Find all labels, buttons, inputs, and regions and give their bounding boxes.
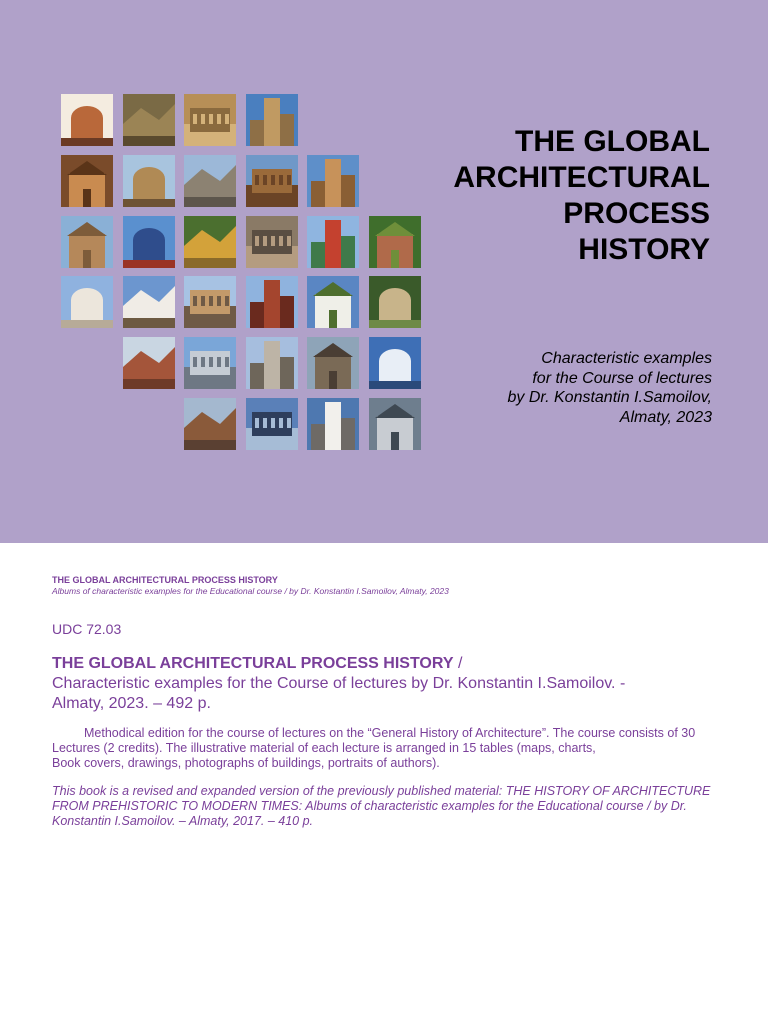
bib-line: Characteristic examples for the Course of lectures by Dr. Konstantin I.Samoilov. - <box>52 675 626 692</box>
fallingwater-photo <box>369 276 421 328</box>
domed-mausoleum-photo <box>61 216 113 268</box>
cover-title-line: PROCESS <box>563 197 710 230</box>
book-covers-photo <box>61 94 113 146</box>
bib-line: Almaty, 2023. – 492 p. <box>52 695 211 712</box>
cover-subtitle-line: for the Course of lectures <box>532 369 712 387</box>
bib-slash: / <box>453 655 463 672</box>
brick-modern-building-photo <box>123 337 175 389</box>
revision-note-line: This book is a revised and expanded version of the previously published material: THE HISTORY OF ARCHITECTURE <box>52 784 711 798</box>
city-rooftops-photo <box>246 216 298 268</box>
temple-pylon-photo <box>246 94 298 146</box>
gothic-cathedral-photo <box>184 155 236 207</box>
st-basil-cathedral-photo <box>307 216 359 268</box>
cover-title <box>380 124 710 268</box>
cover-subtitle <box>382 349 712 427</box>
revision-note-line: FROM PREHISTORIC TO MODERN TIMES: Albums of characteristic examples for the Educational course / by Dr. <box>52 799 687 813</box>
description-line: Lectures (2 credits). The illustrative material of each lecture is arranged in 15 tables (maps, charts, <box>52 741 596 755</box>
running-header-title: THE GLOBAL ARCHITECTURAL PROCESS HISTORY <box>52 575 278 585</box>
ancient-site-aerial-photo <box>184 94 236 146</box>
golden-stupa-photo <box>184 216 236 268</box>
cover-subtitle-line: Characteristic examples <box>541 350 712 367</box>
red-brick-church-photo <box>246 276 298 328</box>
stone-ruins-photo <box>123 94 175 146</box>
cover-subtitle-line: Almaty, 2023 <box>619 408 712 426</box>
brutalist-block-photo <box>246 337 298 389</box>
description-line: Book covers, drawings, photographs of buildings, portraits of authors). <box>52 756 440 770</box>
revision-note <box>52 784 718 829</box>
wave-roof-building-photo <box>307 398 359 450</box>
curved-residential-photo <box>184 398 236 450</box>
running-header-subtitle: Albums of characteristic examples for the Educational course / by Dr. Konstantin I.Samoilov, Almaty, 2023 <box>52 586 449 596</box>
description-line: Methodical edition for the course of lectures on the “General History of Architecture”. The course consists of 30 <box>84 726 696 740</box>
caryatids-photo <box>61 155 113 207</box>
revision-note-line: Konstantin I.Samoilov. – Almaty, 2017. – 410 p. <box>52 814 314 828</box>
stacked-cubes-photo <box>307 337 359 389</box>
description-paragraph <box>52 726 718 771</box>
udc-code: UDC 72.03 <box>52 621 122 637</box>
atomium-photo <box>184 337 236 389</box>
aqueduct-photo <box>123 155 175 207</box>
bibliographic-record <box>52 654 718 714</box>
cover-title-line: HISTORY <box>578 233 710 266</box>
cover-subtitle-line: by Dr. Konstantin I.Samoilov, <box>507 389 712 406</box>
modernist-tower-photo <box>307 276 359 328</box>
bib-title: THE GLOBAL ARCHITECTURAL PROCESS HISTORY <box>52 655 454 672</box>
cover-title-line: ARCHITECTURAL <box>453 161 710 194</box>
white-facade-photo <box>123 276 175 328</box>
pavilion-domes-photo <box>61 276 113 328</box>
cctv-tower-photo <box>246 398 298 450</box>
cover-title-line: THE GLOBAL <box>515 125 710 158</box>
minaret-tower-photo <box>307 155 359 207</box>
temple-of-heaven-photo <box>123 216 175 268</box>
renaissance-palace-photo <box>246 155 298 207</box>
parliament-building-photo <box>184 276 236 328</box>
